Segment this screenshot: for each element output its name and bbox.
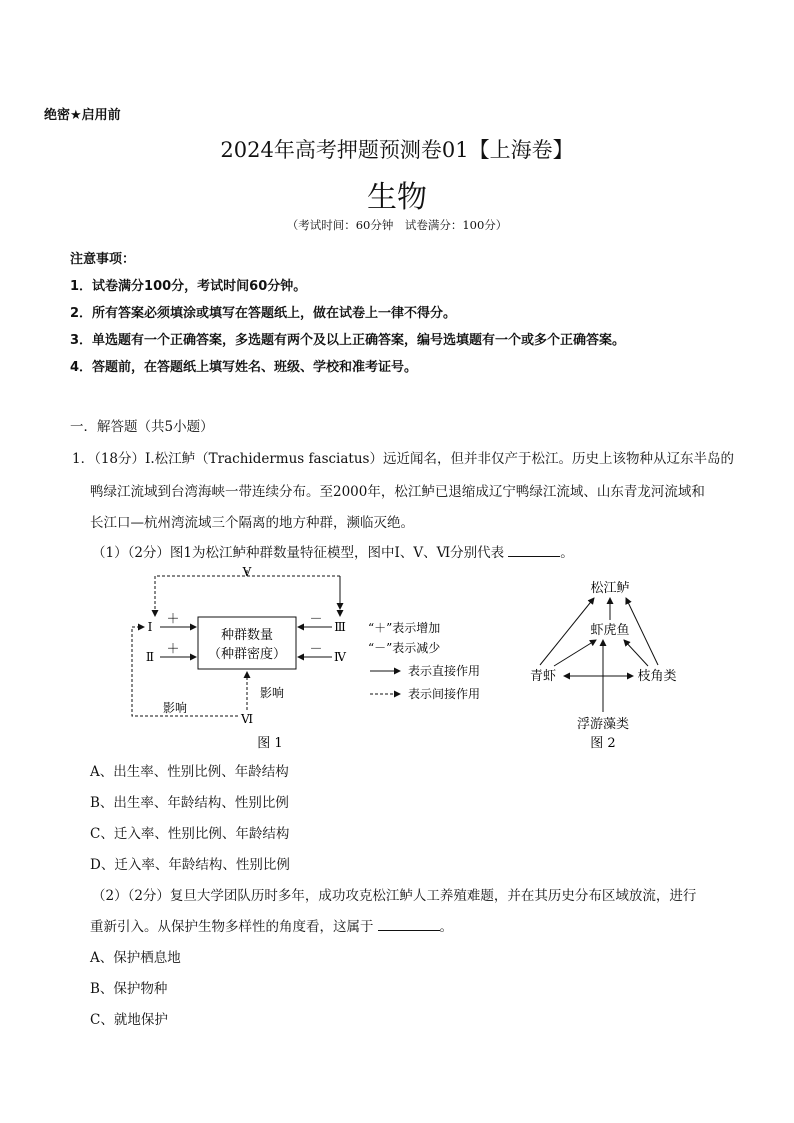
question-1-line-3: 长江口—杭州湾流域三个隔离的地方种群，濒临灭绝。 [90, 515, 414, 531]
node-algae: 浮游藻类 [576, 717, 630, 732]
answer-blank-1[interactable] [508, 544, 560, 557]
influence-left: 影响 [162, 701, 188, 715]
sub-question-2-line-1: （2）（2分）复旦大学团队历时多年，成功攻克松江鲈人工养殖难题，并在其历史分布区域放流，进行 [92, 888, 697, 904]
figure-2 [530, 580, 677, 751]
notes-heading: 注意事项： [70, 252, 136, 267]
node-cladocera: 枝角类 [637, 669, 677, 684]
sub-question-1-end: 。 [560, 545, 574, 561]
plus-ii: ＋ [166, 642, 180, 657]
arrow-cladocera-perch [626, 598, 658, 665]
arrow-shrimp-goby [554, 640, 596, 666]
section-heading: 一．解答题（共5小题） [70, 419, 214, 435]
option-2b[interactable]: B、保护物种 [90, 981, 168, 997]
figure-1 [132, 565, 480, 751]
sub-question-1-text: （1）（2分）图1为松江鲈种群数量特征模型，图中Ⅰ、Ⅴ、Ⅵ分别代表 [92, 545, 505, 561]
box-text-2: （种群密度） [207, 647, 287, 662]
note-item-1: 1．试卷满分100分，考试时间60分钟。 [70, 279, 307, 294]
influence-right: 影响 [259, 686, 285, 700]
node-songjiang-perch: 松江鲈 [590, 581, 630, 596]
box-text-1: 种群数量 [220, 628, 274, 643]
legend-indirect: 表示间接作用 [408, 687, 481, 701]
option-2a[interactable]: A、保护栖息地 [90, 950, 181, 966]
secret-label: 绝密★启用前 [44, 108, 121, 123]
option-1d[interactable]: D、迁入率、年龄结构、性别比例 [90, 857, 290, 873]
label-ii: Ⅱ [145, 650, 155, 664]
sub-question-1-stem [92, 541, 574, 561]
subject-title: 生物 [367, 180, 427, 215]
legend-minus: “－”表示减少 [368, 641, 441, 655]
dashed-arrow-v [155, 576, 340, 609]
figures [120, 560, 700, 755]
label-v: Ⅴ [242, 565, 252, 579]
note-item-4: 4．答题前，在答题纸上填写姓名、班级、学校和准考证号。 [70, 360, 418, 375]
figure-1-caption: 图 1 [257, 736, 283, 751]
node-shrimp: 青虾 [529, 669, 557, 684]
figure-2-caption: 图 2 [590, 736, 616, 751]
option-1c[interactable]: C、迁入率、性别比例、年龄结构 [90, 826, 290, 842]
sub-question-2-line-2 [90, 915, 453, 935]
legend-direct: 表示直接作用 [408, 664, 481, 678]
sub-question-2-text: 重新引入。从保护生物多样性的角度看，这属于 [90, 919, 374, 935]
sub-question-2-end: 。 [439, 919, 453, 935]
answer-blank-2[interactable] [378, 918, 440, 931]
note-item-2: 2．所有答案必须填涂或填写在答题纸上，做在试卷上一律不得分。 [70, 306, 457, 321]
legend-plus: “＋”表示增加 [368, 621, 441, 635]
exam-title: 2024年高考押题预测卷01【上海卷】 [220, 138, 574, 162]
note-item-3: 3．单选题有一个正确答案，多选题有两个及以上正确答案，编号选填题有一个或多个正确答案。 [70, 333, 626, 348]
question-1-line-1: 1．（18分）Ⅰ.松江鲈（Trachidermus fasciatus）远近闻名，但并非仅产于松江。历史上该物种从辽东半岛的 [72, 451, 734, 467]
label-iv: Ⅳ [334, 650, 346, 664]
node-goby: 虾虎鱼 [590, 623, 630, 638]
label-vi: Ⅵ [240, 712, 254, 726]
plus-i: ＋ [166, 612, 180, 627]
exam-info: （考试时间：60分钟 试卷满分：100分） [286, 218, 508, 232]
minus-iii: － [309, 612, 323, 627]
label-i: Ⅰ [147, 620, 153, 634]
option-2c[interactable]: C、就地保护 [90, 1012, 168, 1028]
minus-iv: － [309, 642, 323, 657]
option-1a[interactable]: A、出生率、性别比例、年龄结构 [90, 764, 289, 780]
option-1b[interactable]: B、出生率、年龄结构、性别比例 [90, 795, 289, 811]
question-1-line-2: 鸭绿江流域到台湾海峡一带连续分布。至2000年，松江鲈已退缩成辽宁鸭绿江流域、山东青龙河流域和 [90, 484, 705, 500]
label-iii: Ⅲ [334, 620, 346, 634]
arrow-cladocera-goby [624, 640, 648, 666]
arrow-shrimp-perch [540, 598, 594, 665]
